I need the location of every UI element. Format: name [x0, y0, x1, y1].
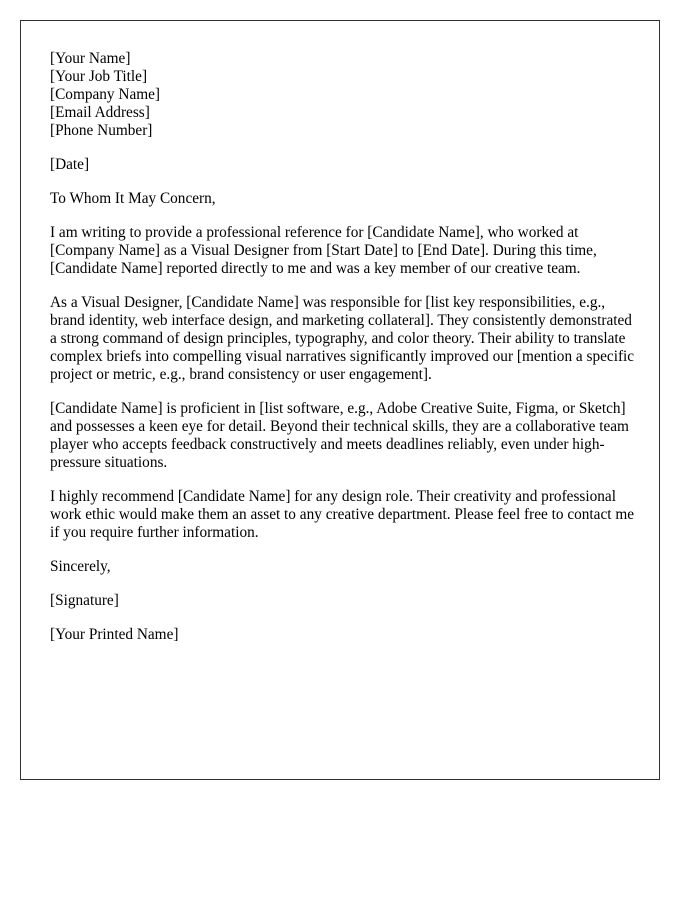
sender-company: [Company Name]	[50, 86, 161, 103]
salutation: To Whom It May Concern,	[50, 190, 216, 207]
sender-name: [Your Name]	[50, 50, 131, 67]
sender-block	[50, 50, 640, 140]
closing: Sincerely,	[50, 558, 111, 575]
sender-phone: [Phone Number]	[50, 122, 153, 139]
sender-email: [Email Address]	[50, 104, 150, 121]
body-paragraph-3: [Candidate Name] is proficient in [list software, e.g., Adobe Creative Suite, Figma, or Sketch] and possesses a keen eye for detail. Beyond their technical skills, they are a collaborative team player who accepts feedback constructively and meets deadlines reliably, even under high-pressure situations.	[50, 400, 629, 471]
printed-name: [Your Printed Name]	[50, 626, 179, 643]
letter-content	[50, 50, 640, 644]
body-paragraph-4: I highly recommend [Candidate Name] for any design role. Their creativity and professional work ethic would make them an asset to any creative department. Please feel free to contact me if you require further information.	[50, 488, 635, 541]
body-paragraph-2: As a Visual Designer, [Candidate Name] was responsible for [list key responsibilities, e.g., brand identity, web interface design, and marketing collateral]. They consistently demonstrated a strong command of design principles, typography, and color theory. Their ability to translate complex briefs into compelling visual narratives significantly improved our [mention a specific project or metric, e.g., brand consistency or user engagement].	[50, 294, 635, 383]
sender-job-title: [Your Job Title]	[50, 68, 148, 85]
signature-placeholder: [Signature]	[50, 592, 119, 609]
letter-date: [Date]	[50, 156, 90, 173]
body-paragraph-1: I am writing to provide a professional reference for [Candidate Name], who worked at [Company Name] as a Visual Designer from [Start Date] to [End Date]. During this time, [Candidate Name] reported directly to me and was a key member of our creative team.	[50, 224, 597, 277]
letter-page	[20, 20, 660, 780]
